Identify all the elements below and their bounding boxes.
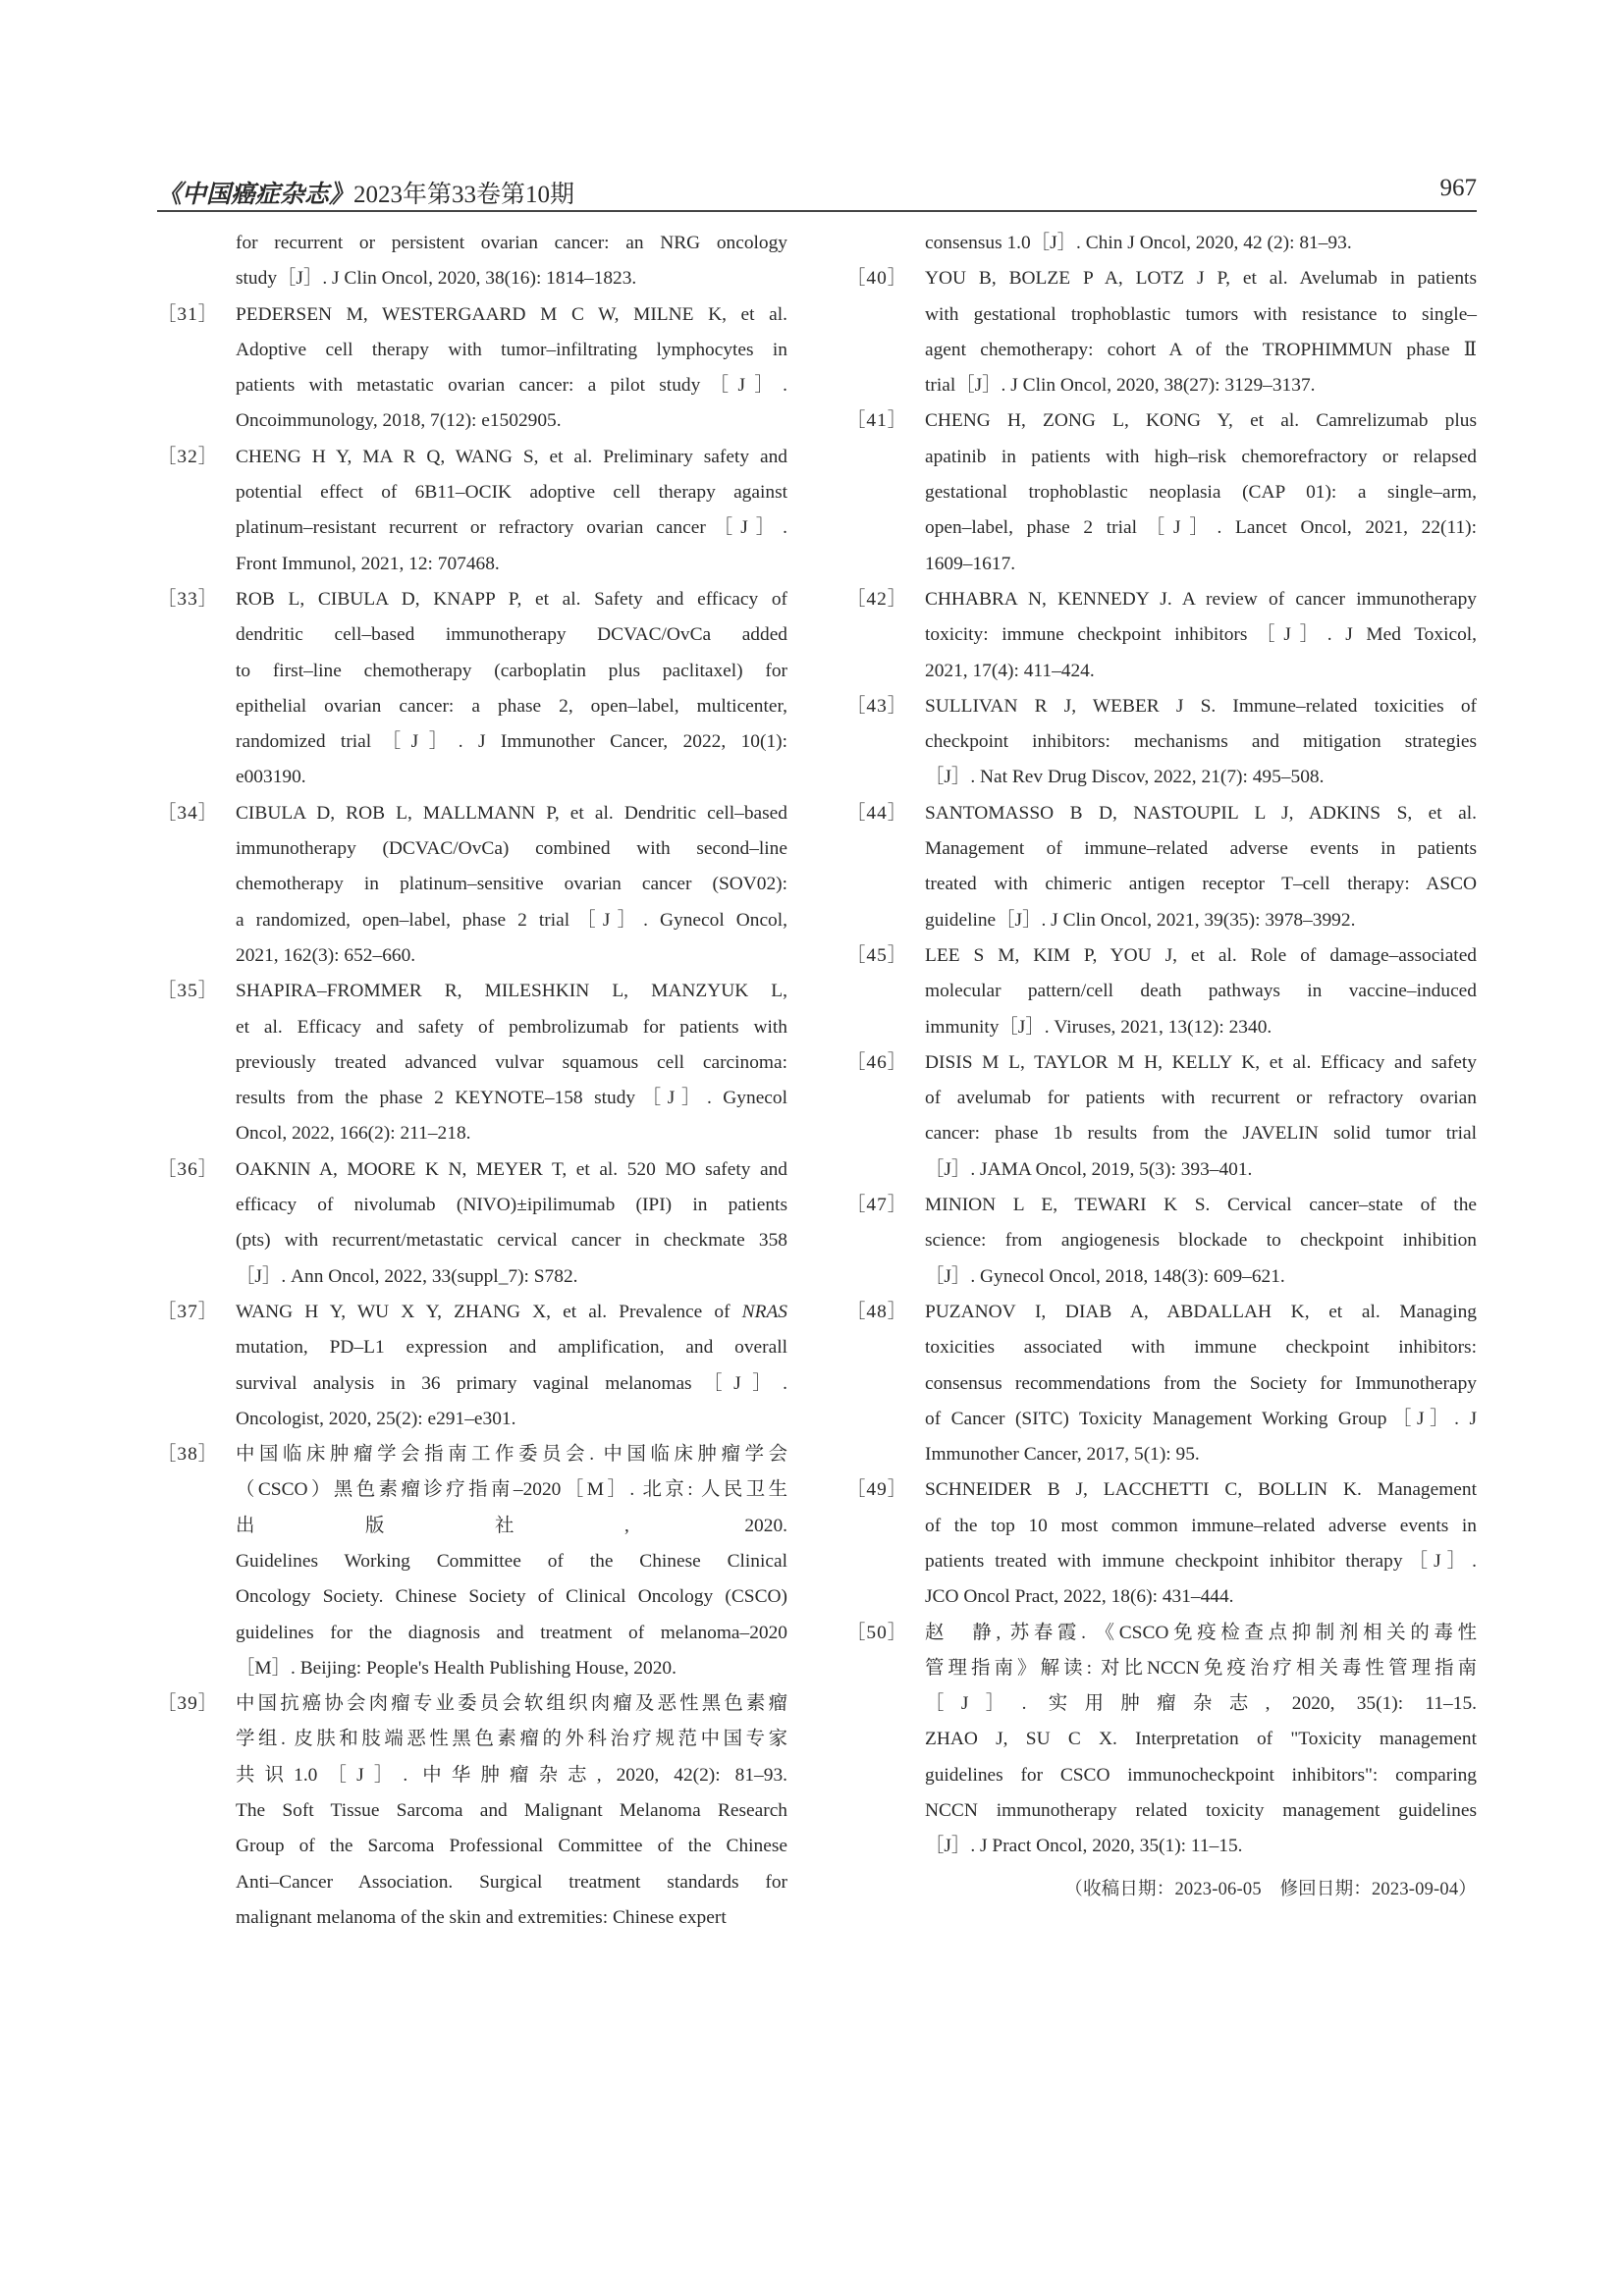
reference-item: [846, 796, 1477, 938]
reference-text-line: checkpoint inhibitors: mechanisms and mitigation strategies: [925, 731, 1477, 753]
reference-text-line: randomized trial［J］. J Immunother Cancer, 2022, 10(1):: [236, 731, 787, 753]
reference-text-line: guideline［J］. J Clin Oncol, 2021, 39(35): 3978–3992.: [925, 909, 1356, 931]
reference-number: ［35］: [157, 981, 219, 1002]
reference-text-line: toxicities associated with immune checkpoint inhibitors:: [925, 1337, 1477, 1359]
reference-number: ［31］: [157, 303, 219, 325]
reference-item: [846, 1472, 1477, 1615]
issue-info: 2023年第33卷第10期: [353, 182, 575, 208]
reference-text-line: ZHAO J, SU C X. Interpretation of "Toxicity management: [925, 1729, 1477, 1750]
reference-number: ［44］: [846, 802, 908, 824]
reference-text-line: to first–line chemotherapy (carboplatin plus paclitaxel) for: [236, 660, 787, 681]
reference-number: ［50］: [846, 1622, 908, 1643]
reference-text-line: for recurrent or persistent ovarian cancer: an NRG oncology: [236, 233, 787, 253]
reference-text-line: et al. Efficacy and safety of pembrolizumab for patients with: [236, 1016, 787, 1038]
reference-number: ［39］: [157, 1693, 219, 1715]
reference-text-line: platinum–resistant recurrent or refractory ovarian cancer［J］.: [236, 517, 787, 539]
reference-text-line: apatinib in patients with high–risk chemorefractory or relapsed: [925, 446, 1477, 467]
reference-text-line: study［J］. J Clin Oncol, 2020, 38(16): 1814–1823.: [236, 268, 637, 290]
reference-text-line: survival analysis in 36 primary vaginal melanomas［J］.: [236, 1372, 787, 1394]
reference-text-line: LEE S M, KIM P, YOU J, et al. Role of damage–associated: [925, 944, 1477, 966]
reference-text-line: (pts) with recurrent/metastatic cervical cancer in checkmate 358: [236, 1230, 787, 1252]
reference-item: [846, 261, 1477, 403]
reference-text-line: NCCN immunotherapy related toxicity management guidelines: [925, 1800, 1477, 1822]
reference-text-line: toxicity: immune checkpoint inhibitors［J］. J Med Toxicol,: [925, 624, 1477, 646]
reference-item: [846, 938, 1477, 1045]
reference-text-line: of avelumab for patients with recurrent or refractory ovarian: [925, 1088, 1477, 1109]
reference-item: [846, 1295, 1477, 1472]
reference-text-line: Immunother Cancer, 2017, 5(1): 95.: [925, 1444, 1200, 1466]
reference-item: [846, 1188, 1477, 1295]
reference-item: [157, 1686, 787, 1936]
reference-text-line: patients treated with immune checkpoint inhibitor therapy［J］.: [925, 1550, 1477, 1572]
reference-text-line: 学组. 皮肤和肢端恶性黑色素瘤的外科治疗规范中国专家: [236, 1729, 787, 1750]
reference-number: ［33］: [157, 588, 219, 610]
reference-text-line: Adoptive cell therapy with tumor–infiltrating lymphocytes in: [236, 339, 787, 360]
reference-text-line: malignant melanoma of the skin and extremities: Chinese expert: [236, 1906, 727, 1928]
reference-item: [157, 582, 787, 796]
reference-text-line: with gestational trophoblastic tumors with resistance to single–: [925, 303, 1477, 325]
reference-text-line: Anti–Cancer Association. Surgical treatment standards for: [236, 1871, 787, 1893]
reference-item: [846, 689, 1477, 796]
reference-text-line: 出版社, 2020.: [236, 1515, 787, 1536]
reference-text-line: efficacy of nivolumab (NIVO)±ipilimumab (IPI) in patients: [236, 1195, 787, 1216]
reference-text-line: 共识1.0［J］. 中华肿瘤杂志, 2020, 42(2): 81–93.: [236, 1764, 787, 1786]
reference-text-line: Oncology Society. Chinese Society of Clinical Oncology (CSCO): [236, 1586, 787, 1608]
reference-text-line: DISIS M L, TAYLOR M H, KELLY K, et al. Efficacy and safety: [925, 1051, 1477, 1073]
reference-text-line: ［J］. Gynecol Oncol, 2018, 148(3): 609–621.: [925, 1265, 1285, 1287]
reference-text-line: cancer: phase 1b results from the JAVELIN solid tumor trial: [925, 1123, 1477, 1145]
reference-item: [846, 1616, 1477, 1865]
reference-text-line: chemotherapy in platinum–sensitive ovarian cancer (SOV02):: [236, 874, 787, 895]
reference-text-line: e003190.: [236, 767, 306, 788]
reference-text-line: Oncol, 2022, 166(2): 211–218.: [236, 1123, 471, 1145]
reference-column-left: [157, 226, 787, 1936]
reference-text-line: molecular pattern/cell death pathways in vaccine–induced: [925, 981, 1477, 1002]
reference-item: [846, 582, 1477, 689]
reference-number: ［48］: [846, 1301, 908, 1322]
reference-number: ［38］: [157, 1444, 219, 1466]
reference-number: ［32］: [157, 446, 219, 467]
reference-text-line: results from the phase 2 KEYNOTE–158 study［J］. Gynecol: [236, 1088, 787, 1109]
journal-issue-line: [157, 175, 574, 210]
reference-text-line: 赵 静, 苏春霞. 《CSCO免疫检查点抑制剂相关的毒性: [925, 1622, 1477, 1643]
reference-number: ［45］: [846, 944, 908, 966]
reference-text-line: JCO Oncol Pract, 2022, 18(6): 431–444.: [925, 1586, 1234, 1608]
reference-text-line: YOU B, BOLZE P A, LOTZ J P, et al. Avelumab in patients: [925, 268, 1477, 290]
reference-item: [157, 1152, 787, 1295]
reference-number: ［47］: [846, 1195, 908, 1216]
reference-text-line: open–label, phase 2 trial［J］. Lancet Oncol, 2021, 22(11):: [925, 517, 1477, 539]
reference-text-line: patients with metastatic ovarian cancer: a pilot study［J］.: [236, 375, 787, 397]
gene-name: NRAS: [741, 1301, 787, 1322]
reference-text-line: agent chemotherapy: cohort A of the TROPHIMMUN phase Ⅱ: [925, 339, 1477, 360]
reference-text-line: consensus 1.0［J］. Chin J Oncol, 2020, 42 (2): 81–93.: [925, 233, 1352, 253]
reference-text-line: consensus recommendations from the Society for Immunotherapy: [925, 1372, 1477, 1394]
reference-text-line: ROB L, CIBULA D, KNAPP P, et al. Safety and efficacy of: [236, 588, 787, 610]
reference-text-line: Oncologist, 2020, 25(2): e291–e301.: [236, 1408, 516, 1429]
reference-item: [846, 403, 1477, 581]
received-revised-dates: （收稿日期：2023-06-05 修回日期：2023-09-04）: [1064, 1880, 1477, 1899]
reference-item: [157, 1437, 787, 1686]
reference-text-line: The Soft Tissue Sarcoma and Malignant Melanoma Research: [236, 1800, 787, 1822]
reference-text-line: immunity［J］. Viruses, 2021, 13(12): 2340.: [925, 1016, 1272, 1038]
reference-number: ［36］: [157, 1158, 219, 1180]
reference-item: [157, 974, 787, 1151]
reference-text-line: of Cancer (SITC) Toxicity Management Working Group［J］. J: [925, 1408, 1477, 1429]
reference-text-line: Guidelines Working Committee of the Chinese Clinical: [236, 1550, 787, 1572]
reference-text-line: 中国临床肿瘤学会指南工作委员会. 中国临床肿瘤学会: [236, 1444, 787, 1466]
reference-text-line: Management of immune–related adverse events in patients: [925, 838, 1477, 860]
reference-text-line: Group of the Sarcoma Professional Committee of the Chinese: [236, 1836, 787, 1857]
reference-text-line: potential effect of 6B11–OCIK adoptive cell therapy against: [236, 482, 787, 504]
reference-text-line: previously treated advanced vulvar squamous cell carcinoma:: [236, 1051, 787, 1073]
reference-number: ［42］: [846, 588, 908, 610]
reference-text-line: epithelial ovarian cancer: a phase 2, open–label, multicenter,: [236, 695, 787, 717]
reference-text-line: guidelines for CSCO immunocheckpoint inhibitors": comparing: [925, 1764, 1477, 1786]
reference-text-line: SULLIVAN R J, WEBER J S. Immune–related toxicities of: [925, 695, 1477, 717]
page-number: 967: [1439, 175, 1477, 201]
reference-number: ［43］: [846, 695, 908, 717]
reference-text-line: SHAPIRA–FROMMER R, MILESHKIN L, MANZYUK L,: [236, 981, 787, 1002]
reference-text-line: ［J］. Ann Oncol, 2022, 33(suppl_7): S782.: [236, 1265, 578, 1287]
reference-item: [157, 226, 787, 297]
reference-text-line: 中国抗癌协会肉瘤专业委员会软组织肉瘤及恶性黑色素瘤: [236, 1693, 787, 1715]
reference-text-line: ［J］. 实用肿瘤杂志, 2020, 35(1): 11–15.: [925, 1693, 1477, 1715]
reference-text-line: WANG H Y, WU X Y, ZHANG X, et al. Prevalence of NRAS: [236, 1301, 787, 1322]
header-divider: [157, 210, 1477, 212]
reference-text-line: MINION L E, TEWARI K S. Cervical cancer–state of the: [925, 1195, 1477, 1216]
reference-text-line: CHENG H Y, MA R Q, WANG S, et al. Preliminary safety and: [236, 446, 787, 467]
reference-text-line: mutation, PD–L1 expression and amplification, and overall: [236, 1337, 787, 1359]
reference-text-line: OAKNIN A, MOORE K N, MEYER T, et al. 520 MO safety and: [236, 1158, 787, 1180]
reference-number: ［49］: [846, 1479, 908, 1501]
reference-text-line: a randomized, open–label, phase 2 trial［J］. Gynecol Oncol,: [236, 909, 787, 931]
reference-text-line: 管理指南》解读: 对比NCCN免疫治疗相关毒性管理指南: [925, 1657, 1477, 1679]
reference-item: [157, 440, 787, 582]
reference-text-line: （CSCO）黑色素瘤诊疗指南–2020［M］. 北京: 人民卫生: [236, 1479, 787, 1501]
reference-text-line: CHHABRA N, KENNEDY J. A review of cancer immunotherapy: [925, 588, 1477, 610]
reference-item: [846, 1045, 1477, 1188]
reference-text-line: 2021, 17(4): 411–424.: [925, 660, 1095, 681]
reference-text-line: CIBULA D, ROB L, MALLMANN P, et al. Dendritic cell–based: [236, 802, 787, 824]
reference-number: ［41］: [846, 410, 908, 432]
reference-text-line: treated with chimeric antigen receptor T–cell therapy: ASCO: [925, 874, 1477, 895]
reference-text-line: Oncoimmunology, 2018, 7(12): e1502905.: [236, 410, 562, 432]
reference-item: [157, 297, 787, 440]
reference-item: [846, 226, 1477, 261]
reference-text-line: dendritic cell–based immunotherapy DCVAC/OvCa added: [236, 624, 787, 646]
reference-text-line: ［M］. Beijing: People's Health Publishing House, 2020.: [236, 1657, 677, 1679]
reference-text-line: of the top 10 most common immune–related adverse events in: [925, 1515, 1477, 1536]
reference-item: [157, 1295, 787, 1437]
reference-text-line: PEDERSEN M, WESTERGAARD M C W, MILNE K, et al.: [236, 303, 787, 325]
reference-number: ［34］: [157, 802, 219, 824]
reference-number: ［37］: [157, 1301, 219, 1322]
reference-text-line: immunotherapy (DCVAC/OvCa) combined with second–line: [236, 838, 787, 860]
reference-number: ［40］: [846, 268, 908, 290]
reference-text-line: 1609–1617.: [925, 553, 1016, 574]
reference-text-line: trial［J］. J Clin Oncol, 2020, 38(27): 3129–3137.: [925, 375, 1316, 397]
journal-name: 《中国癌症杂志》: [157, 182, 354, 208]
reference-text-line: SCHNEIDER B J, LACCHETTI C, BOLLIN K. Management: [925, 1479, 1477, 1501]
reference-text-line: SANTOMASSO B D, NASTOUPIL L J, ADKINS S, et al.: [925, 802, 1477, 824]
reference-text-line: science: from angiogenesis blockade to checkpoint inhibition: [925, 1230, 1477, 1252]
reference-text-line: 2021, 162(3): 652–660.: [236, 944, 416, 966]
reference-column-right: [846, 226, 1477, 1865]
reference-text-line: ［J］. J Pract Oncol, 2020, 35(1): 11–15.: [925, 1836, 1243, 1857]
reference-text-line: Front Immunol, 2021, 12: 707468.: [236, 553, 500, 574]
reference-item: [157, 796, 787, 974]
reference-text-line: ［J］. Nat Rev Drug Discov, 2022, 21(7): 495–508.: [925, 767, 1325, 788]
reference-number: ［46］: [846, 1051, 908, 1073]
reference-text-line: CHENG H, ZONG L, KONG Y, et al. Camrelizumab plus: [925, 410, 1477, 432]
reference-text-line: gestational trophoblastic neoplasia (CAP 01): a single–arm,: [925, 482, 1477, 504]
reference-text-line: PUZANOV I, DIAB A, ABDALLAH K, et al. Managing: [925, 1301, 1477, 1322]
running-header: [157, 175, 1477, 210]
reference-text-line: guidelines for the diagnosis and treatment of melanoma–2020: [236, 1622, 787, 1643]
reference-text-line: ［J］. JAMA Oncol, 2019, 5(3): 393–401.: [925, 1158, 1253, 1180]
